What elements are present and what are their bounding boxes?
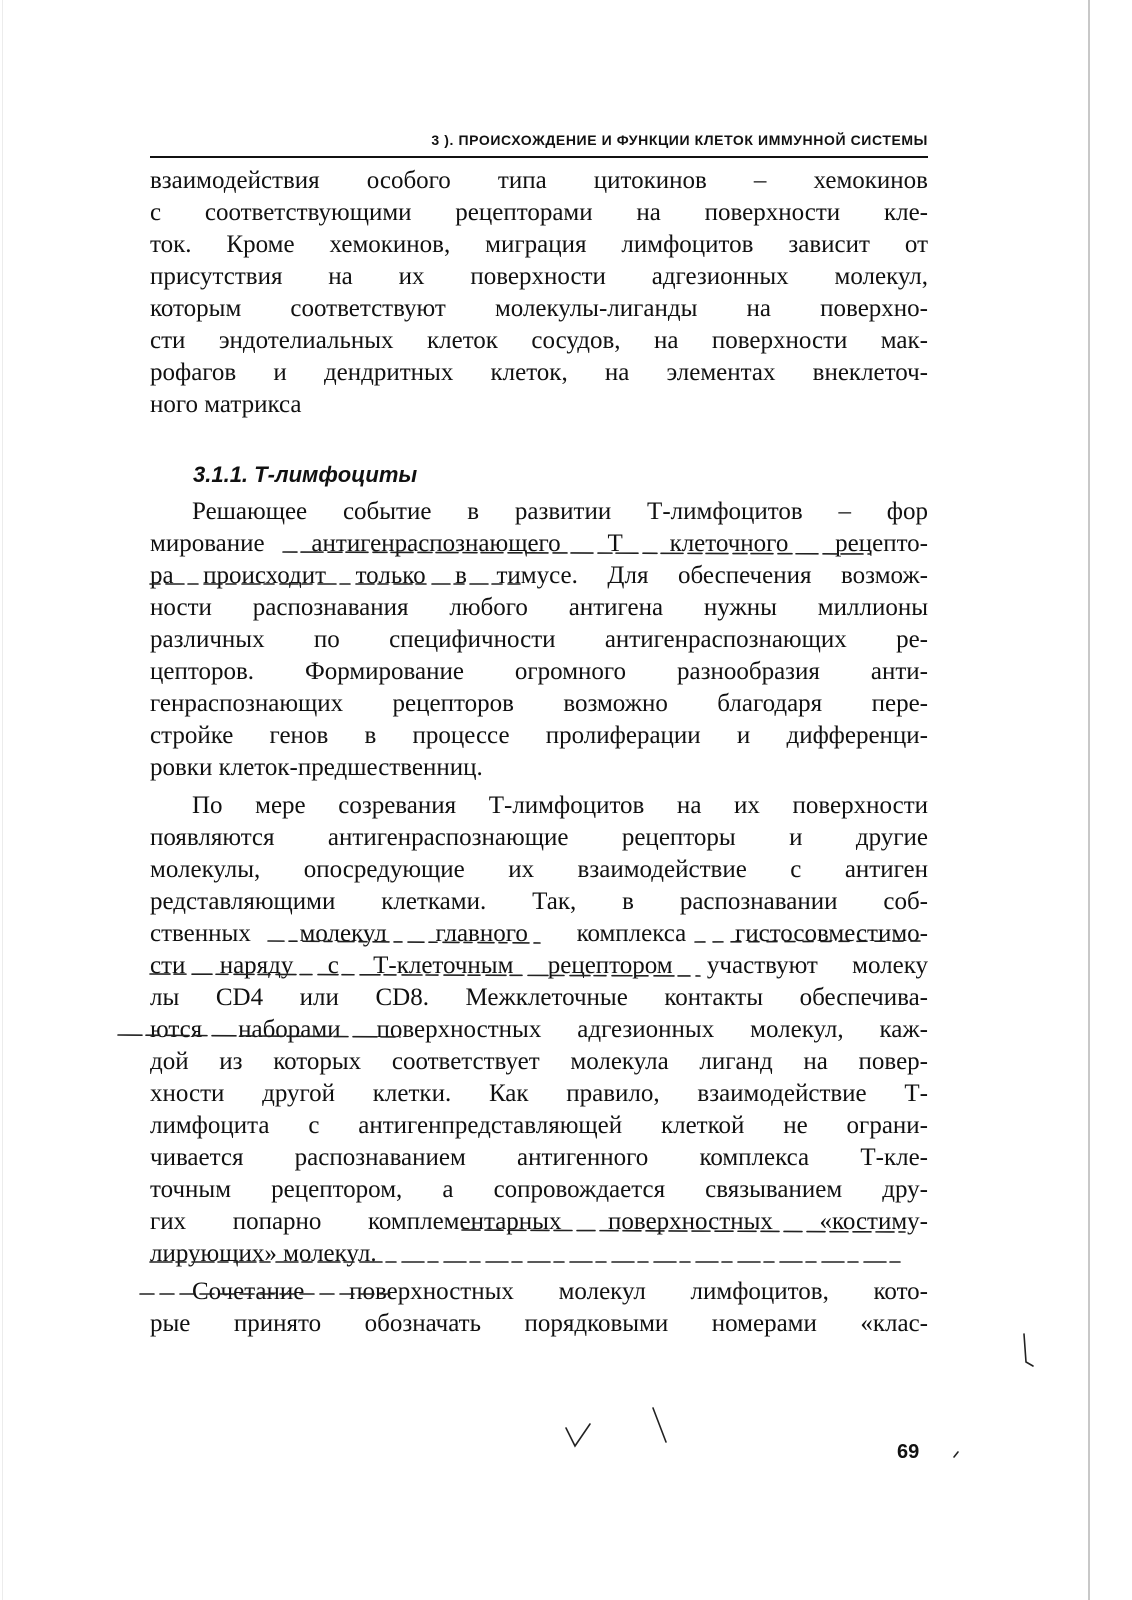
text-line: различных по специфичности антигенраспознающих ре- [150, 626, 928, 653]
text-line: лирующих» молекул. [150, 1240, 377, 1267]
text-line: Решающее событие в развитии Т-лимфоцитов – фор [192, 498, 928, 525]
text-line: цепторов. Формирование огромного разнообразия анти- [150, 658, 928, 685]
text-line: гих попарно комплементарных поверхностных «костиму- [150, 1208, 928, 1235]
text-line: лы CD4 или CD8. Межклеточные контакты обеспечива- [150, 984, 928, 1011]
text-line: мирование антигенраспознающего Т клеточного рецепто- [150, 530, 928, 557]
scan-edge-left [2, 0, 3, 1600]
scan-edge-right [1088, 0, 1090, 1600]
running-head: 3 ). ПРОИСХОЖДЕНИЕ И ФУНКЦИИ КЛЕТОК ИММУННОЙ СИСТЕМЫ [431, 132, 928, 148]
text-line: редставляющими клетками. Так, в распознавании соб- [150, 888, 928, 915]
text-line: с соответствующими рецепторами на поверхности кле- [150, 199, 928, 226]
text-line: лимфоцита с антигенпредставляющей клеткой не ограни- [150, 1112, 928, 1139]
text-line: сти эндотелиальных клеток сосудов, на поверхности мак- [150, 327, 928, 354]
pencil-stroke [566, 1424, 590, 1446]
text-line: рофагов и дендритных клеток, на элементах внеклеточ- [150, 359, 928, 386]
text-line: По мере созревания Т-лимфоцитов на их поверхности [192, 792, 928, 819]
pencil-stroke [653, 1408, 666, 1442]
text-line: молекулы, опосредующие их взаимодействие с антиген [150, 856, 928, 883]
text-line: рые принято обозначать порядковыми номерами «клас- [150, 1310, 928, 1337]
text-line: взаимодействия особого типа цитокинов – хемокинов [150, 167, 928, 194]
text-line: точным рецептором, а сопровождается связыванием дру- [150, 1176, 928, 1203]
page-number: 69 [897, 1441, 920, 1463]
text-line: ного матрикса [150, 391, 302, 418]
text-line: ются наборами поверхностных адгезионных молекул, каж- [150, 1016, 928, 1043]
text-line: сти наряду с Т-клеточным рецептором участвуют молеку [150, 952, 928, 979]
text-line: ности распознавания любого антигена нужны миллионы [150, 594, 928, 621]
text-line: ток. Кроме хемокинов, миграция лимфоцитов зависит от [150, 231, 928, 258]
text-line: появляются антигенраспознающие рецепторы и другие [150, 824, 928, 851]
text-line: ра происходит только в тимусе. Для обеспечения возмож- [150, 562, 928, 589]
text-line: Сочетание поверхностных молекул лимфоцитов, кото- [192, 1278, 928, 1305]
text-line: которым соответствуют молекулы-лиганды на поверхно- [150, 295, 928, 322]
text-line: присутствия на их поверхности адгезионных молекул, [150, 263, 928, 290]
header-rule [150, 156, 928, 158]
pencil-stroke [1024, 1334, 1033, 1366]
pencil-stroke [954, 1452, 958, 1457]
text-line: стройке генов в процессе пролиферации и дифференци- [150, 722, 928, 749]
text-line: чивается распознаванием антигенного комплекса Т-кле- [150, 1144, 928, 1171]
text-line: хности другой клетки. Как правило, взаимодействие Т- [150, 1080, 928, 1107]
section-heading: 3.1.1. Т-лимфоциты [193, 462, 418, 487]
text-line: дой из которых соответствует молекула лиганд на повер- [150, 1048, 928, 1075]
text-line: ровки клеток-предшественниц. [150, 754, 483, 781]
text-line: ственных молекул главного комплекса гистосовместимо- [150, 920, 928, 947]
text-line: генраспознающих рецепторов возможно благодаря пере- [150, 690, 928, 717]
